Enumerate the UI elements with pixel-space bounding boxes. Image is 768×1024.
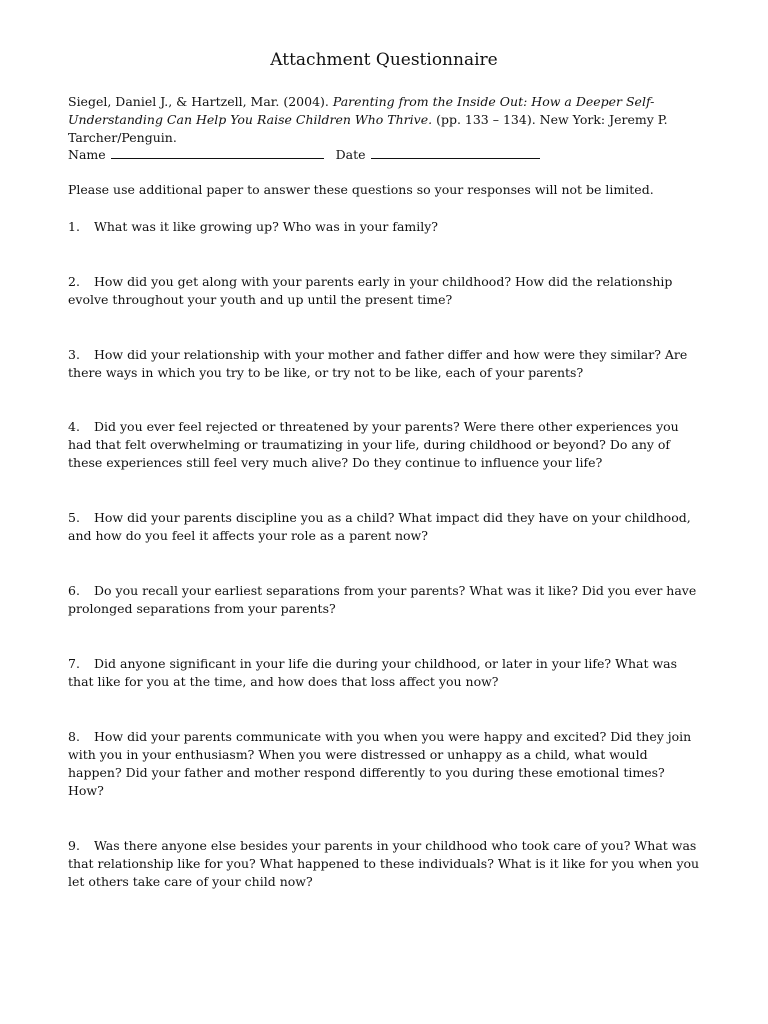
question-number: 1. — [68, 219, 80, 234]
question-3 — [68, 346, 700, 382]
question-8 — [68, 728, 700, 800]
question-text: Was there anyone else besides your parents in your childhood who took care of you? What was that relationship like for you? What happened to these individuals? What is it like for you when you let others take care of your child now? — [68, 838, 700, 889]
question-7 — [68, 655, 700, 691]
form-fields — [68, 145, 540, 164]
question-6 — [68, 582, 700, 618]
question-number: 9. — [68, 838, 80, 853]
name-label: Name — [68, 147, 106, 162]
question-text: Did you ever feel rejected or threatened by your parents? Were there other experiences you had that felt overwhelming or traumatizing in your life, during childhood or beyond? Do any of these experiences still feel very much alive? Do they continue to influence your life? — [68, 419, 679, 470]
question-1 — [68, 218, 700, 236]
citation-authors: Siegel, Daniel J., & Hartzell, Mar. (2004). — [68, 94, 329, 109]
question-text: How did your relationship with your mother and father differ and how were they similar? Are there ways in which you try to be like, or try not to be like, each of your parents? — [68, 347, 688, 380]
question-5 — [68, 509, 700, 545]
question-number: 7. — [68, 656, 80, 671]
citation-book-title: Parenting from the Inside Out: How a Deeper Self-Understanding Can Help You Raise Children Who Thrive. — [68, 94, 655, 127]
question-number: 4. — [68, 419, 80, 434]
citation — [68, 93, 708, 147]
question-9 — [68, 837, 700, 891]
question-text: Do you recall your earliest separations from your parents? What was it like? Did you ever have prolonged separations from your parents? — [68, 583, 697, 616]
question-text: How did you get along with your parents early in your childhood? How did the relationship evolve throughout your youth and up until the present time? — [68, 274, 673, 307]
question-4 — [68, 418, 700, 472]
question-number: 5. — [68, 510, 80, 525]
page-title: Attachment Questionnaire — [270, 50, 498, 70]
question-text: Did anyone significant in your life die during your childhood, or later in your life? What was that like for you at the time, and how does that loss affect you now? — [68, 656, 678, 689]
name-field[interactable] — [111, 145, 324, 159]
question-text: How did your parents communicate with you when you were happy and excited? Did they join with you in your enthusiasm? When you were distressed or unhappy as a child, what would happen? Did your father and mother respond differently to you during these emotional times? How? — [68, 729, 692, 798]
question-number: 3. — [68, 347, 80, 362]
question-text: How did your parents discipline you as a child? What impact did they have on your childhood, and how do you feel it affects your role as a parent now? — [68, 510, 691, 543]
instructions: Please use additional paper to answer these questions so your responses will not be limited. — [68, 182, 654, 197]
question-number: 6. — [68, 583, 80, 598]
date-label: Date — [335, 147, 366, 162]
question-number: 2. — [68, 274, 80, 289]
question-2 — [68, 273, 700, 309]
citation-publication: (pp. 133 – 134). New York: Jeremy P. Tarcher/Penguin. — [68, 112, 668, 145]
date-field[interactable] — [371, 145, 540, 159]
question-text: What was it like growing up? Who was in your family? — [94, 219, 439, 234]
question-number: 8. — [68, 729, 80, 744]
